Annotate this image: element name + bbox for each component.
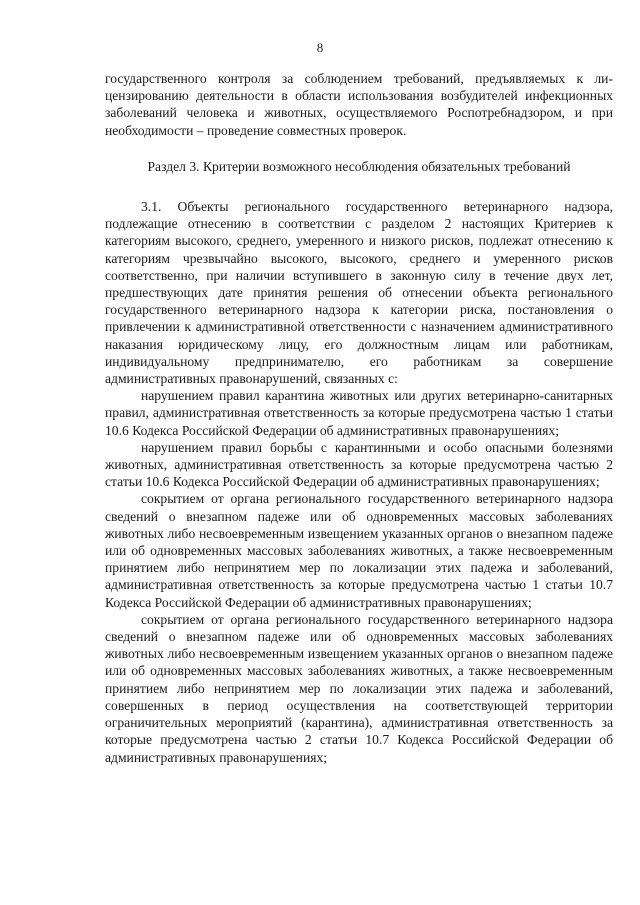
intro-paragraph: государственного контроля за соблюдением требований, предъявляемых к лицензированию деятельности в области использования возбудителей инфекционных заболеваний человека и животных, осуществляемого Роспотребнадзором, и при необходимости – проведение совместных проверок. [105,71,613,138]
paragraph-3-1: 3.1. Объекты регионального государственного ветеринарного надзора, подлежащие отнесению в соответствии с разделом 2 настоящих Критериев к категориям высокого, среднего, умеренного и низкого рисков, подлежат отнесению к категориям чрезвычайно высокого, высокого, среднего и умеренного рисков соответственно, при наличии вступившего в законную силу в течение двух лет, предшествующих дате принятия решения об отнесении объекта регионального государственного ветеринарного надзора к категории риска, постановления о привлечении к административной ответственности с назначением административного наказания юридическому лицу, его должностным лицам или работникам, индивидуальному предпринимателю, его работникам за совершение административных правонарушений, связанных с: [105,199,613,387]
intro-paragraph-block [105,70,613,139]
list-item-violation: нарушением правил борьбы с карантинными и особо опасными болезнями животных, административная ответственность за которые предусмотрена частью 2 статьи 10.6 Кодекса Российской Федерации об административных правонарушениях; [105,439,613,490]
section-title: Раздел 3. Критерии возможного несоблюдения обязательных требований [147,159,571,174]
list-item-violation: нарушением правил карантина животных или других ветеринарно-санитарных правил, административная ответственность за которые предусмотрена частью 1 статьи 10.6 Кодекса Российской Федерации об административных правонарушениях; [105,388,613,438]
list-item-violation: сокрытием от органа регионального государственного ветеринарного надзора сведений о внезапном падеже или об одновременных массовых заболеваниях животных либо несвоевременным извещением указанных органов о внезапном падеже или об одновременных массовых заболеваниях животных, а также несвоевременным принятием либо непринятием мер по локализации этих падежа и заболеваний, совершенных в период осуществления на соответствующей территории ограничительных мероприятий (карантина), административная ответственность за которые предусмотрена частью 2 статьи 10.7 Кодекса Российской Федерации об административных правонарушениях; [105,611,613,765]
section-body [105,198,613,766]
page-number: 8 [316,40,324,55]
list-item-violation: сокрытием от органа регионального государственного ветеринарного надзора сведений о внезапном падеже или об одновременных массовых заболеваниях животных либо несвоевременным извещением указанных органов о внезапном падеже или об одновременных массовых заболеваниях животных, а также несвоевременным принятием либо непринятием мер по локализации этих падежа и заболеваний, административная ответственность за которые предусмотрена частью 1 статьи 10.7 Кодекса Российской Федерации об административных правонарушениях; [105,491,613,610]
